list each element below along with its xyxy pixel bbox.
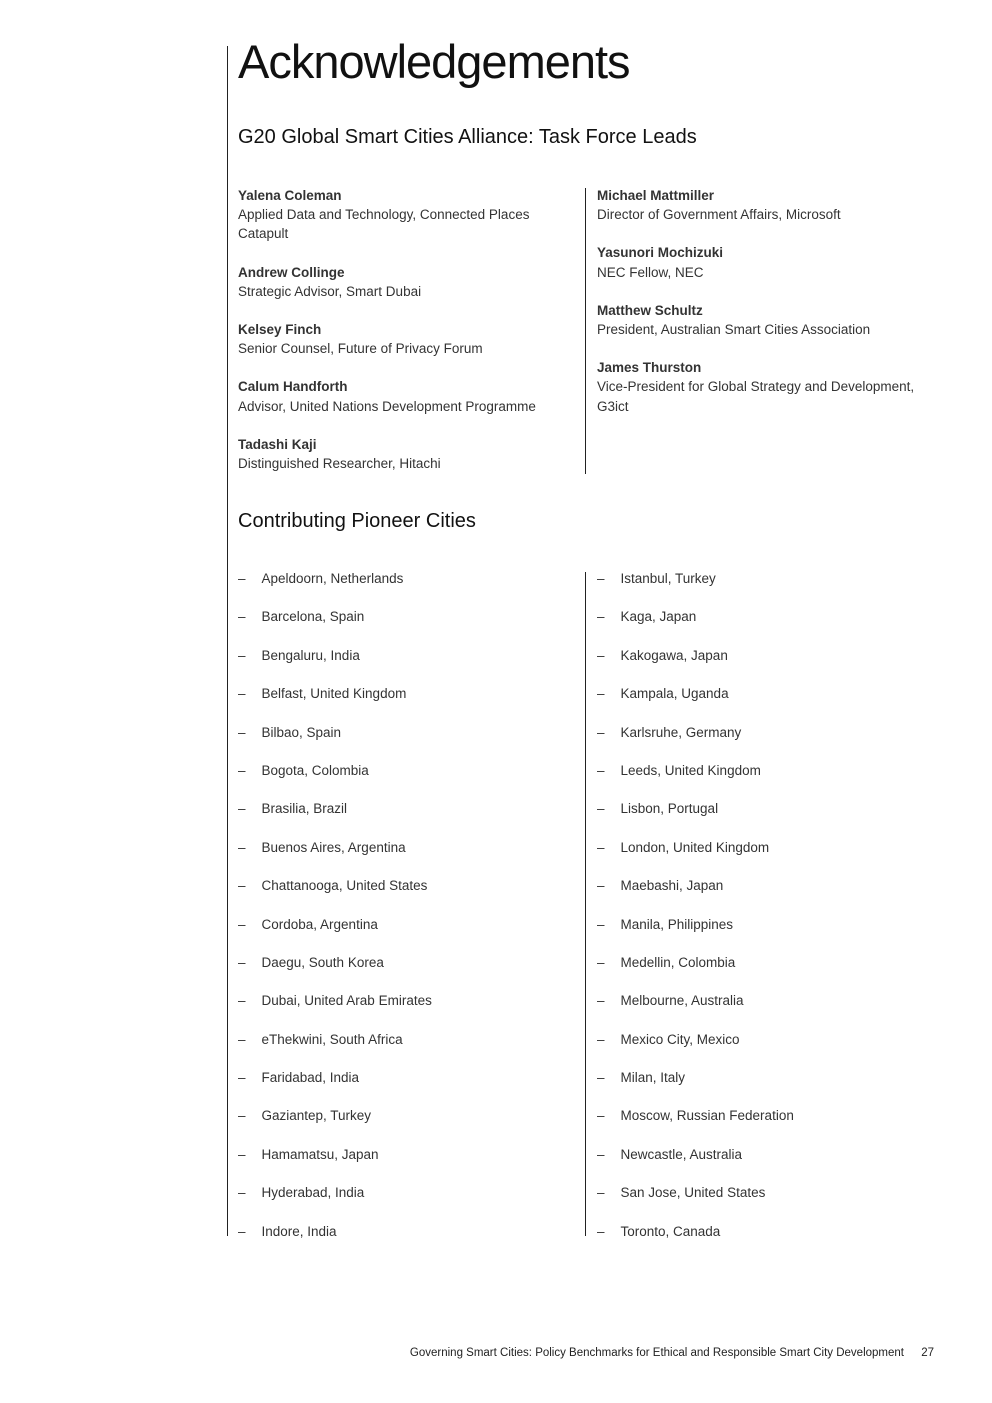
dash-bullet: – <box>238 839 246 855</box>
list-item <box>238 879 568 917</box>
list-item <box>597 802 937 840</box>
city-name: London, United Kingdom <box>620 839 770 855</box>
left-margin-rule <box>227 46 228 1236</box>
list-item <box>238 841 568 879</box>
dash-bullet: – <box>597 1146 605 1162</box>
list-item <box>238 1109 568 1147</box>
city-name: Medellin, Colombia <box>620 954 736 970</box>
city-name: Kakogawa, Japan <box>620 647 728 663</box>
list-item <box>238 1071 568 1109</box>
publication-subtitle: Policy Benchmarks for Ethical and Responsible Smart City Development <box>535 1347 904 1359</box>
list-item <box>597 841 937 879</box>
list-item <box>238 1225 568 1263</box>
dash-bullet: – <box>597 724 605 740</box>
dash-bullet: – <box>597 993 605 1009</box>
dash-bullet: – <box>238 1070 246 1086</box>
city-list <box>597 572 937 1263</box>
dash-bullet: – <box>597 686 605 702</box>
list-item <box>238 994 568 1032</box>
list-item <box>238 572 568 610</box>
city-name: Moscow, Russian Federation <box>620 1108 794 1124</box>
city-name: Maebashi, Japan <box>620 878 724 894</box>
person-entry <box>238 377 568 415</box>
city-name: Manila, Philippines <box>620 916 734 932</box>
list-item <box>597 687 937 725</box>
list-item <box>238 1186 568 1224</box>
list-item <box>238 802 568 840</box>
city-name: Brasilia, Brazil <box>261 801 348 817</box>
list-item <box>597 1033 937 1071</box>
dash-bullet: – <box>597 647 605 663</box>
city-name: San Jose, United States <box>620 1185 766 1201</box>
list-item <box>597 572 937 610</box>
person-role: Distinguished Researcher, Hitachi <box>238 456 441 472</box>
dash-bullet: – <box>597 839 605 855</box>
list-item <box>597 649 937 687</box>
city-name: Kaga, Japan <box>620 609 697 625</box>
list-item <box>238 1033 568 1071</box>
city-name: Apeldoorn, Netherlands <box>261 571 404 586</box>
person-name: James Thurston <box>597 360 702 376</box>
list-item <box>238 687 568 725</box>
list-item <box>597 610 937 648</box>
page-title: Acknowledgements <box>238 35 630 88</box>
cities-left-column <box>238 572 568 1263</box>
list-item <box>238 610 568 648</box>
dash-bullet: – <box>597 801 605 817</box>
person-entry <box>597 186 937 224</box>
dash-bullet: – <box>597 762 605 778</box>
person-name: Yalena Coleman <box>238 188 342 203</box>
dash-bullet: – <box>238 801 246 817</box>
person-name: Matthew Schultz <box>597 302 703 318</box>
dash-bullet: – <box>238 1223 246 1239</box>
city-name: Belfast, United Kingdom <box>261 686 407 702</box>
pioneer-cities-heading: Contributing Pioneer Cities <box>238 510 476 532</box>
task-force-right-column <box>597 186 937 435</box>
task-force-left-column <box>238 186 568 492</box>
dash-bullet: – <box>238 571 246 586</box>
city-name: Milan, Italy <box>620 1070 686 1086</box>
dash-bullet: – <box>238 724 246 740</box>
city-name: Melbourne, Australia <box>620 993 744 1009</box>
person-entry <box>597 358 937 416</box>
dash-bullet: – <box>597 1108 605 1124</box>
list-item <box>238 764 568 802</box>
list-item <box>597 956 937 994</box>
city-name: Indore, India <box>261 1223 337 1239</box>
list-item <box>238 649 568 687</box>
list-item <box>238 726 568 764</box>
dash-bullet: – <box>597 916 605 932</box>
dash-bullet: – <box>597 609 605 625</box>
dash-bullet: – <box>238 878 246 894</box>
person-role: Advisor, United Nations Development Programme <box>238 398 536 414</box>
person-name: Michael Mattmiller <box>597 188 715 203</box>
city-list <box>238 572 568 1263</box>
city-name: Gaziantep, Turkey <box>261 1108 372 1124</box>
city-name: Lisbon, Portugal <box>620 801 719 817</box>
dash-bullet: – <box>597 1070 605 1086</box>
publication-title: Governing Smart Cities: <box>409 1347 532 1359</box>
person-entry <box>238 263 568 301</box>
city-name: Karlsruhe, Germany <box>620 724 742 740</box>
city-name: Bogota, Colombia <box>261 762 369 778</box>
list-item <box>597 918 937 956</box>
city-name: Leeds, United Kingdom <box>620 762 761 778</box>
list-item <box>597 1109 937 1147</box>
person-entry <box>597 301 937 339</box>
list-item <box>238 1148 568 1186</box>
task-force-heading: G20 Global Smart Cities Alliance: Task Force Leads <box>238 126 697 148</box>
dash-bullet: – <box>238 609 246 625</box>
city-name: Cordoba, Argentina <box>261 916 378 932</box>
city-name: Mexico City, Mexico <box>620 1031 740 1047</box>
person-role: President, Australian Smart Cities Association <box>597 322 871 338</box>
city-name: Bilbao, Spain <box>261 724 342 740</box>
city-name: Hyderabad, India <box>261 1185 365 1201</box>
page-number: 27 <box>921 1347 934 1359</box>
person-role: Senior Counsel, Future of Privacy Forum <box>238 341 483 357</box>
city-name: Faridabad, India <box>261 1070 360 1086</box>
city-name: Toronto, Canada <box>620 1223 721 1239</box>
person-name: Kelsey Finch <box>238 322 322 338</box>
person-name: Calum Handforth <box>238 379 348 395</box>
list-item <box>597 994 937 1032</box>
dash-bullet: – <box>238 1031 246 1047</box>
list-item <box>597 726 937 764</box>
list-item <box>597 1148 937 1186</box>
city-name: Kampala, Uganda <box>620 686 729 702</box>
dash-bullet: – <box>238 1108 246 1124</box>
person-entry <box>238 320 568 358</box>
list-item <box>238 956 568 994</box>
person-entry <box>597 243 937 281</box>
city-name: Bengaluru, India <box>261 647 360 663</box>
city-name: Istanbul, Turkey <box>620 571 716 586</box>
person-role: Applied Data and Technology, Connected Places Catapult <box>238 207 530 242</box>
list-item <box>597 879 937 917</box>
person-name: Yasunori Mochizuki <box>597 245 724 261</box>
dash-bullet: – <box>597 1223 605 1239</box>
dash-bullet: – <box>597 878 605 894</box>
dash-bullet: – <box>238 647 246 663</box>
person-entry <box>238 435 568 473</box>
cities-right-column <box>597 572 937 1263</box>
dash-bullet: – <box>238 993 246 1009</box>
dash-bullet: – <box>238 954 246 970</box>
person-entry <box>238 186 568 244</box>
dash-bullet: – <box>597 1185 605 1201</box>
city-name: Barcelona, Spain <box>261 609 365 625</box>
dash-bullet: – <box>238 762 246 778</box>
dash-bullet: – <box>238 686 246 702</box>
person-role: NEC Fellow, NEC <box>597 264 704 280</box>
dash-bullet: – <box>597 571 605 586</box>
dash-bullet: – <box>238 1185 246 1201</box>
city-name: Daegu, South Korea <box>261 954 384 970</box>
person-role: Strategic Advisor, Smart Dubai <box>238 283 422 299</box>
city-name: eThekwini, South Africa <box>261 1031 403 1047</box>
dash-bullet: – <box>597 1031 605 1047</box>
city-name: Buenos Aires, Argentina <box>261 839 406 855</box>
list-item <box>238 918 568 956</box>
list-item <box>597 1186 937 1224</box>
page-footer <box>410 1347 934 1359</box>
list-item <box>597 1071 937 1109</box>
dash-bullet: – <box>238 916 246 932</box>
person-role: Director of Government Affairs, Microsoft <box>597 207 841 223</box>
cities-column-rule <box>585 572 586 1236</box>
city-name: Hamamatsu, Japan <box>261 1146 379 1162</box>
list-item <box>597 1225 937 1263</box>
list-item <box>597 764 937 802</box>
person-name: Andrew Collinge <box>238 264 345 280</box>
person-name: Tadashi Kaji <box>238 436 317 452</box>
city-name: Dubai, United Arab Emirates <box>261 993 432 1009</box>
dash-bullet: – <box>238 1146 246 1162</box>
person-role: Vice-President for Global Strategy and Development, G3ict <box>597 379 915 414</box>
dash-bullet: – <box>597 954 605 970</box>
city-name: Newcastle, Australia <box>620 1146 743 1162</box>
task-force-column-rule <box>585 188 586 474</box>
city-name: Chattanooga, United States <box>261 878 428 894</box>
